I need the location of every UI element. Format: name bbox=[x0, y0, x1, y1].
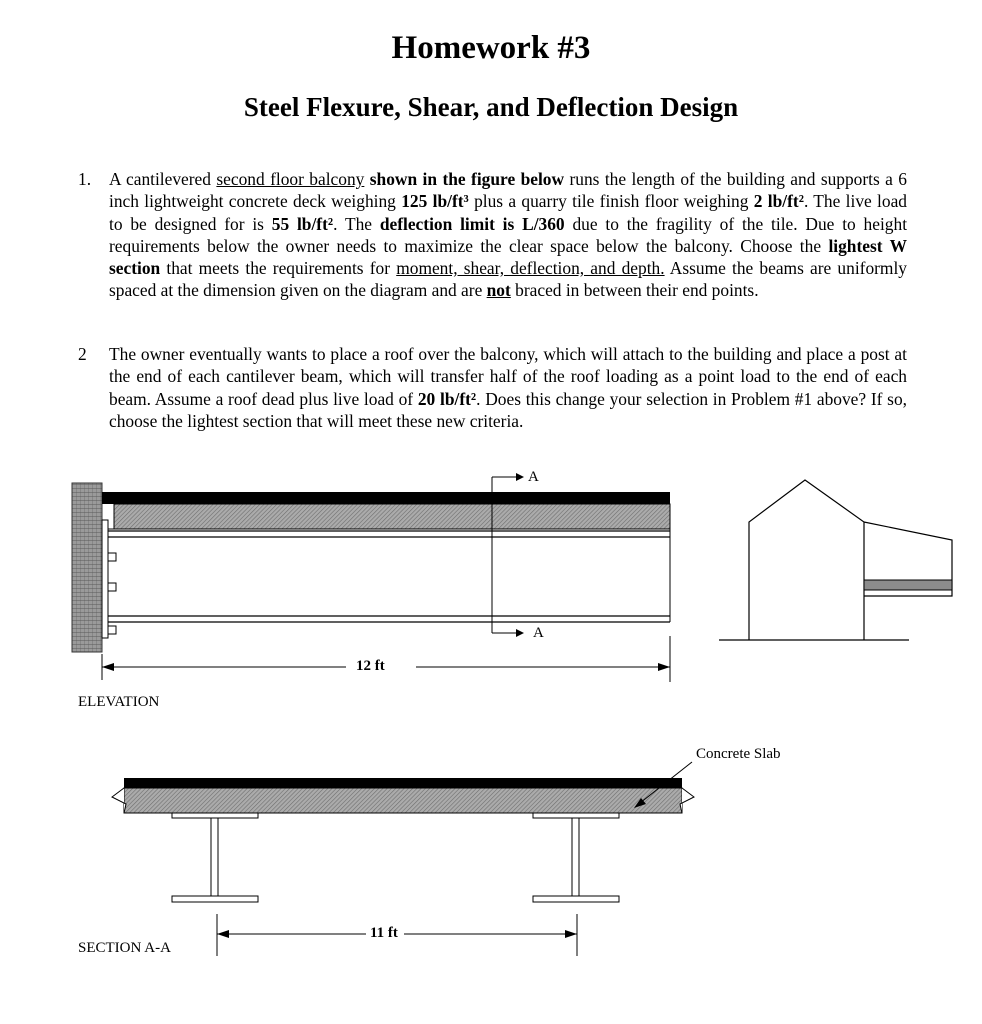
bold-text: 20 lb/ft² bbox=[417, 388, 477, 409]
house-sketch bbox=[719, 480, 952, 640]
text-run: A cantilevered bbox=[109, 169, 217, 189]
section-concrete-slab bbox=[124, 788, 682, 813]
text-run: that meets the requirements for bbox=[160, 258, 397, 279]
text-run: The owner eventually wants to place a roof over the balcony, which will attach to the building and place a post at the end of each cantilever beam, which will transfer half of the roof loading as a point load to the end of each beam. Assume a roof dead plus live load of bbox=[109, 344, 907, 409]
section-mark-bottom: A bbox=[533, 625, 544, 641]
elevation-label: ELEVATION bbox=[78, 694, 160, 710]
text-run: . Does this change your selection in Problem #1 above? If so, choose the lightest section that will meet these new criteria. bbox=[109, 388, 907, 431]
bold-text: deflection limit is L/360 bbox=[379, 213, 565, 234]
text-run: braced in between their end points. bbox=[510, 280, 759, 301]
w-beam-right bbox=[533, 813, 619, 902]
bold-text: shown in the figure below bbox=[364, 169, 565, 189]
w-beam-left bbox=[172, 813, 258, 902]
section-tile-finish bbox=[124, 778, 682, 788]
text-run: plus a quarry tile finish floor weighing bbox=[468, 191, 754, 212]
problem-2-number: 2 bbox=[78, 344, 87, 364]
elevation-span-label: 12 ft bbox=[356, 658, 385, 674]
section-mark-top: A bbox=[528, 469, 539, 485]
bold-text: 2 lb/ft² bbox=[753, 191, 804, 212]
text-run: . The live load to be designed for is bbox=[109, 191, 907, 234]
section-label: SECTION A-A bbox=[78, 940, 171, 956]
bold-text: lightest W section bbox=[109, 235, 907, 279]
concrete-slab-label: Concrete Slab bbox=[696, 746, 781, 762]
bolt bbox=[108, 553, 116, 561]
page-subtitle: Steel Flexure, Shear, and Deflection Design bbox=[243, 92, 739, 122]
tile-finish bbox=[102, 492, 670, 504]
underlined-text: moment, shear, deflection, and depth. bbox=[396, 258, 665, 279]
building-wall bbox=[72, 483, 102, 652]
balcony-slab bbox=[864, 580, 952, 590]
elevation-view bbox=[72, 473, 670, 682]
section-spacing-label: 11 ft bbox=[370, 925, 398, 941]
bold-text: 125 lb/ft³ bbox=[401, 191, 469, 212]
connection-plate bbox=[102, 520, 108, 638]
bold-text: 55 lb/ft² bbox=[271, 213, 334, 234]
text-run: runs the length of the building and supports a 6 inch lightweight concrete deck weighing bbox=[109, 169, 907, 212]
page-title: Homework #3 bbox=[391, 30, 591, 66]
problem-1-number: 1. bbox=[78, 169, 92, 189]
text-run: due to the fragility of the tile. Due to height requirements below the owner needs to maximize the clear space below the balcony. Choose the bbox=[109, 213, 908, 256]
section-view bbox=[112, 762, 694, 956]
text-run: . The bbox=[333, 213, 380, 234]
bolt bbox=[108, 626, 116, 634]
bold-underlined-text: not bbox=[486, 280, 511, 301]
concrete-deck bbox=[114, 504, 670, 529]
bolt bbox=[108, 583, 116, 591]
underlined-text: second floor balcony bbox=[216, 169, 365, 189]
text-run: Assume the beams are uniformly spaced at the dimension given on the diagram and are bbox=[109, 258, 907, 301]
span-dimension bbox=[102, 636, 670, 682]
